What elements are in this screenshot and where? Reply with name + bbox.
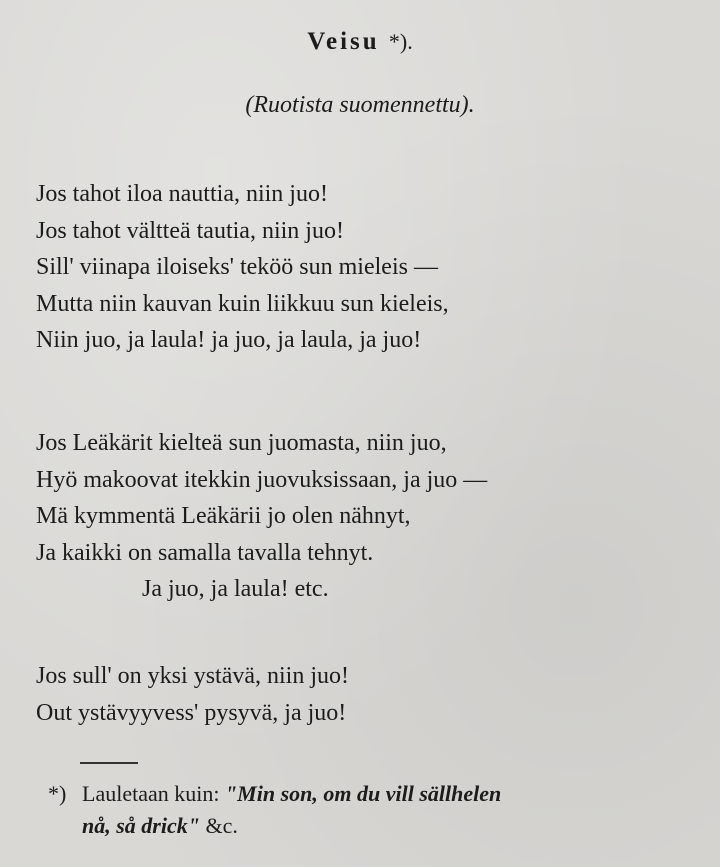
- footnote-line-1: [48, 778, 708, 810]
- footnote-line-2: [48, 810, 708, 842]
- footnote-quote-part2: nå, så drick": [82, 813, 200, 838]
- verse-line: Niin juo, ja laula! ja juo, ja laula, ja juo!: [36, 327, 422, 353]
- footnote-reference: *).: [388, 29, 413, 54]
- poem-subtitle: (Ruotista suomennettu).: [245, 92, 475, 118]
- verse-line: Hyö makoovat itekkin juovuksissaan, ja juo —: [36, 466, 488, 493]
- footnote-divider: [80, 762, 138, 764]
- verse-line: Jos tahot vältteä tautia, niin juo!: [36, 217, 344, 244]
- verse-line: Out ystävyyvess' pysyvä, ja juo!: [36, 699, 347, 726]
- footnote-tail: &c.: [205, 813, 238, 838]
- poem-title: [0, 28, 720, 56]
- footnote-lead: Lauletaan kuin:: [82, 781, 220, 806]
- verse-line: Sill' viinapa iloiseks' teköö sun mieleis —: [36, 254, 438, 280]
- footnote-quote-part1: "Min son, om du vill sällhelen: [224, 781, 502, 806]
- verse-line: Jos Leäkärit kielteä sun juomasta, niin juo,: [36, 430, 447, 456]
- stanza-3: [36, 658, 696, 731]
- verse-line: Mä kymmentä Leäkärii jo olen nähnyt,: [36, 503, 411, 529]
- footnote-mark: *): [48, 781, 67, 806]
- footnote: [48, 778, 708, 842]
- verse-line: Jos sull' on yksi ystävä, niin juo!: [36, 663, 349, 689]
- poem-title-text: Veisu: [307, 28, 380, 55]
- verse-line: Mutta niin kauvan kuin liikkuu sun kieleis,: [36, 290, 449, 317]
- verse-line: Jos tahot iloa nauttia, niin juo!: [36, 181, 328, 207]
- stanza-1: [36, 176, 696, 359]
- stanza-2: [36, 425, 696, 608]
- verse-line: Ja kaikki on samalla tavalla tehnyt.: [36, 539, 374, 566]
- verse-refrain: Ja juo, ja laula! etc.: [142, 576, 329, 602]
